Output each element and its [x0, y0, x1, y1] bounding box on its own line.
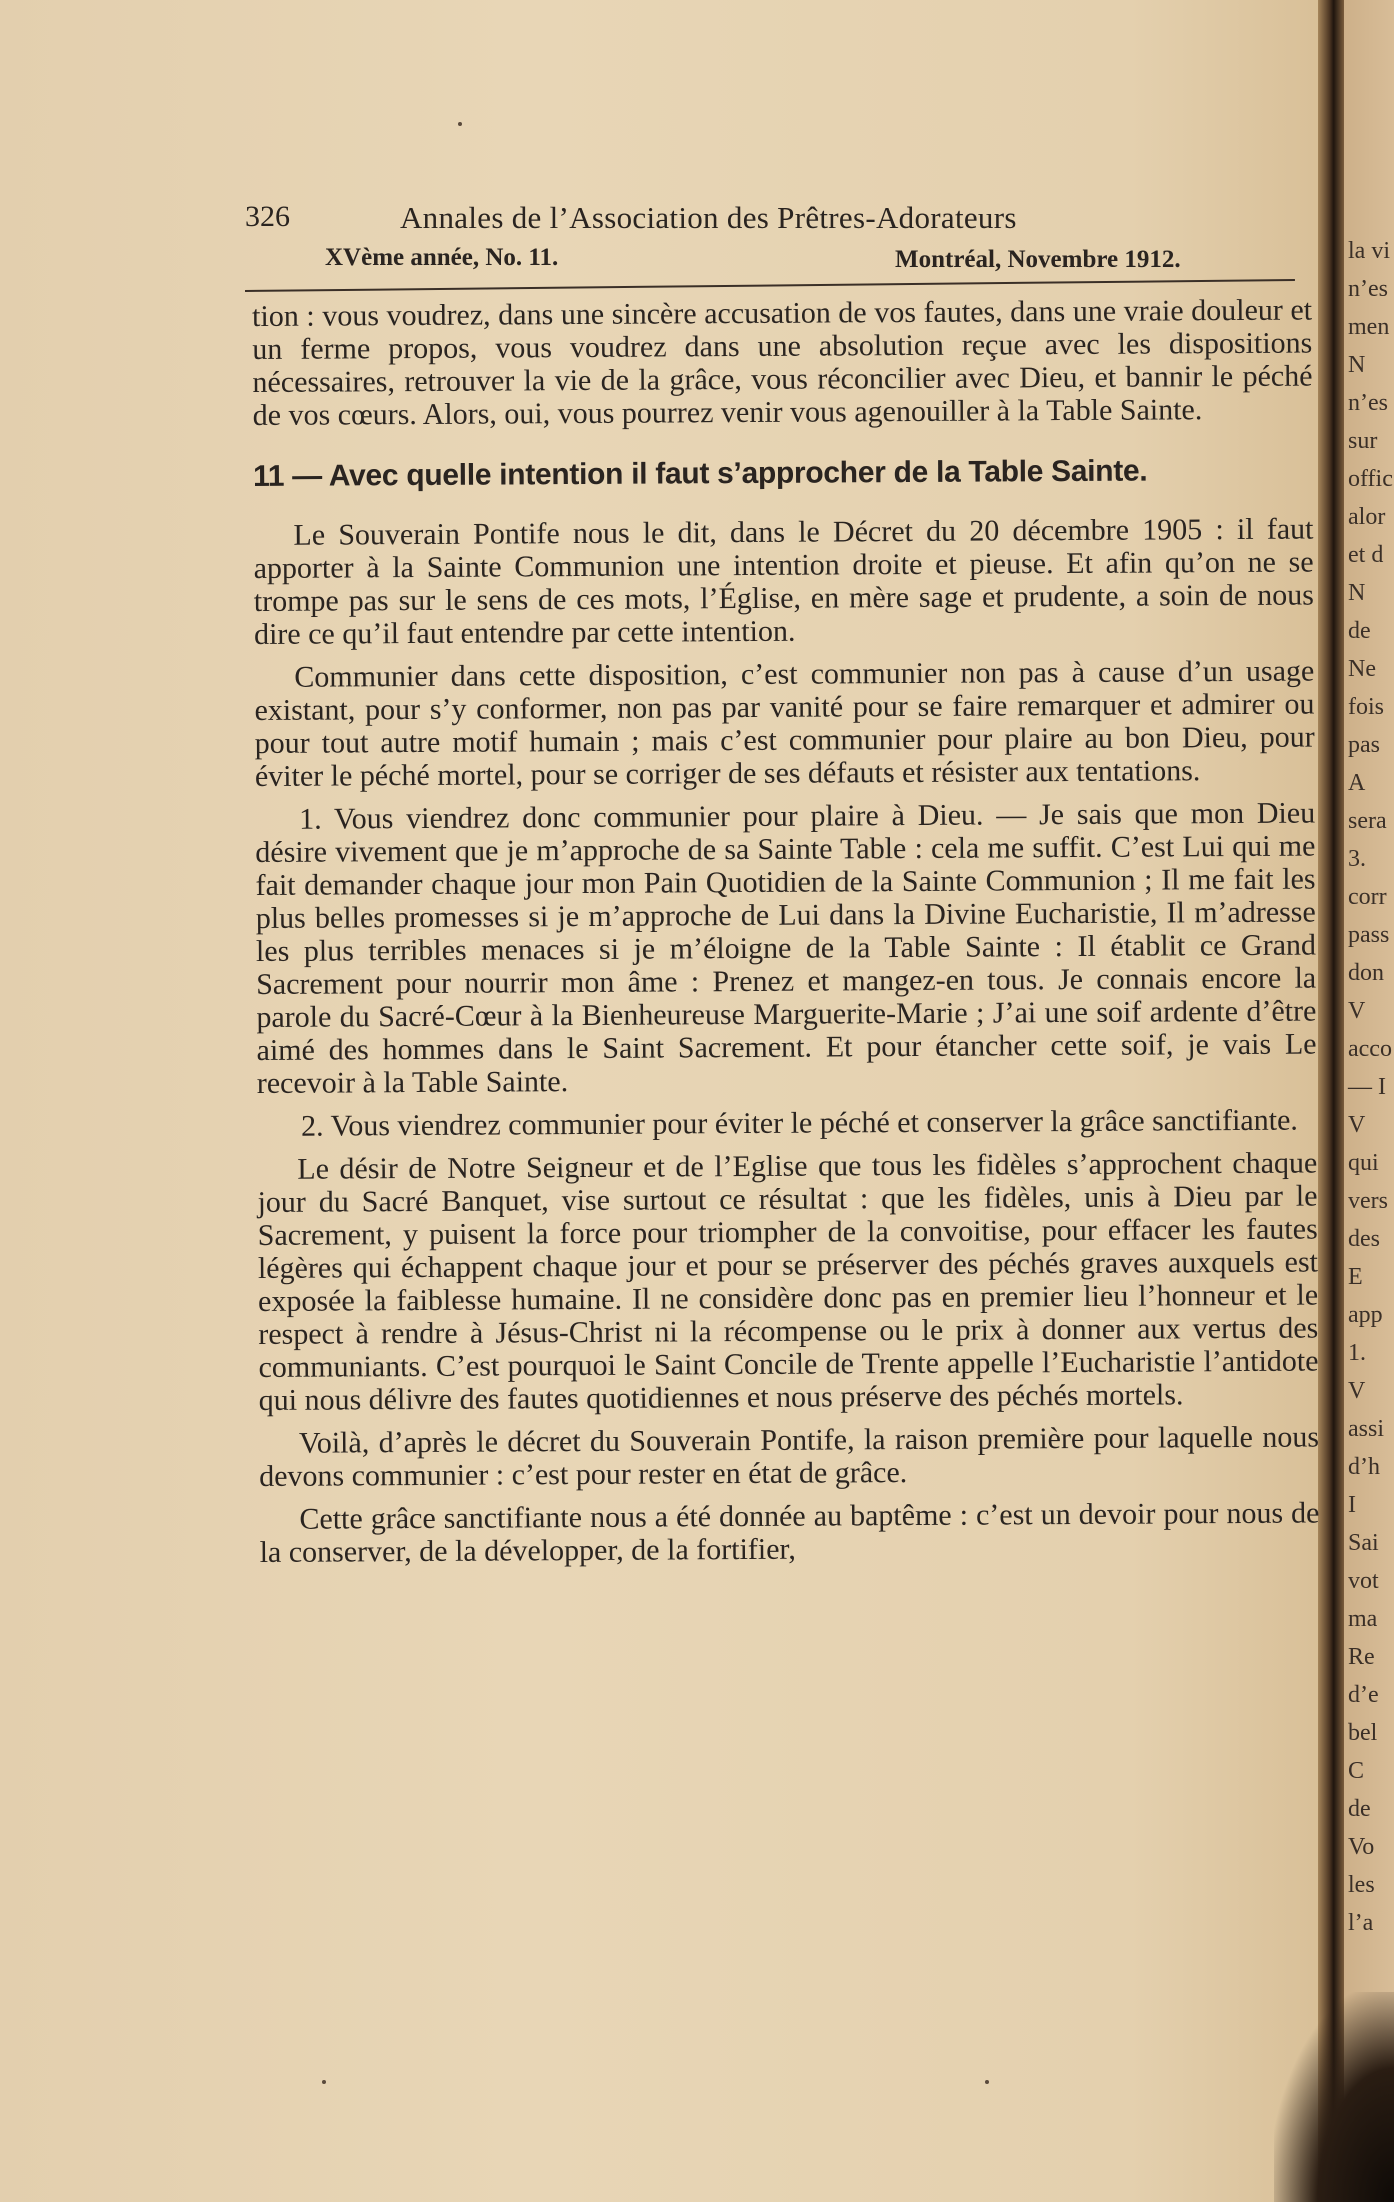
facing-page-fragment: Ne: [1348, 656, 1376, 682]
paragraph: Le désir de Notre Seigneur et de l’Eglise que tous les fidèles s’approchent chaque jour du Sacré Banquet, vise surtout ce résultat : que les fidèles, unis à Dieu par le Sacrement, y puisent la force pour triompher de la convoitise, pour effacer les fautes légères qui échappent chaque jour et pour se préserver des péchés graves auxquels est exposée la faiblesse humaine. Il ne considère donc pas en premier lieu l’honneur et le respect à rendre à Jésus-Christ ni la récompense ou le prix à donner aux vertus des communiants. C’est pourquoi le Saint Concile de Trente appelle l’Eucharistie l’antidote qui nous délivre des fautes quotidiennes et nous préserve des péchés mortels.: [257, 1146, 1319, 1417]
facing-page-fragment: Sai: [1348, 1530, 1379, 1556]
paragraph: Communier dans cette disposition, c’est communier non pas à cause d’un usage existant, pour s’y conformer, non pas par vanité pour se faire remarquer et admirer ou pour tout autre motif humain ; mais c’est communier pour plaire au bon Dieu, pour éviter le péché mortel, pour se corriger de ses défauts et résister aux tentations.: [254, 654, 1315, 793]
facing-page-fragment: men: [1348, 314, 1390, 340]
facing-page-fragment: — I: [1348, 1074, 1386, 1100]
facing-page-edge: [1344, 0, 1394, 2202]
facing-page-fragment: d’e: [1348, 1682, 1379, 1708]
facing-page-fragment: acco: [1348, 1036, 1392, 1062]
facing-page-fragment: E: [1348, 1264, 1363, 1290]
numbered-paragraph: 1. Vous viendrez donc communier pour plaire à Dieu. — Je sais que mon Dieu désire vivement que je m’approche de sa Sainte Table : cela me suffit. C’est Lui qui me fait demander chaque jour mon Pain Quotidien de la Sainte Communion ; Il me fait les plus belles promesses si je m’approche de Lui dans la Divine Eucharistie, Il m’adresse les plus terribles menaces si je m’éloigne de la Table Sainte : Il établit ce Grand Sacrement pour nourrir mon âme : Prenez et mangez-en tous. Je connais encore la parole du Sacré-Cœur à la Bienheureuse Marguerite-Marie ; J’ai une soif ardente d’être aimé des hommes dans le Saint Sacrement. Et pour étancher cette soif, je vais Le recevoir à la Table Sainte.: [255, 796, 1317, 1100]
facing-page-fragment: pas: [1348, 732, 1380, 758]
facing-page-fragment: don: [1348, 960, 1384, 986]
facing-page-fragment: la vi: [1348, 238, 1390, 264]
facing-page-fragment: sur: [1348, 428, 1378, 454]
facing-page-fragment: n’es: [1348, 276, 1388, 302]
facing-page-fragment: Re: [1348, 1644, 1375, 1670]
paragraph: Cette grâce sanctifiante nous a été donnée au baptême : c’est un devoir pour nous de la conserver, de la développer, de la fortifier,: [259, 1496, 1320, 1569]
facing-page-fragment: vers: [1348, 1188, 1388, 1214]
facing-page-fragment: N: [1348, 352, 1366, 378]
facing-page-fragment: n’es: [1348, 390, 1388, 416]
facing-page-fragment: de: [1348, 1796, 1371, 1822]
numbered-paragraph: 2. Vous viendrez communier pour éviter le péché et conserver la grâce sanctifiante.: [300, 1103, 1298, 1143]
date-line: Montréal, Novembre 1912.: [895, 246, 1181, 273]
facing-page-fragment: l’a: [1348, 1910, 1374, 1936]
facing-page-fragment: assi: [1348, 1416, 1384, 1442]
facing-page-fragment: V: [1348, 1378, 1366, 1404]
facing-page-fragment: alor: [1348, 504, 1386, 530]
section-heading: 11 — Avec quelle intention il faut s’approcher de la Table Sainte.: [252, 454, 1148, 493]
paper-speck: [985, 2080, 989, 2084]
paper-speck: [322, 2080, 326, 2084]
corner-shadow: [1274, 1992, 1394, 2202]
facing-page-fragment: fois: [1348, 694, 1384, 720]
facing-page-fragment: 3.: [1348, 846, 1366, 872]
facing-page-fragment: bel: [1348, 1720, 1378, 1746]
facing-page-fragment: Vo: [1348, 1834, 1375, 1860]
facing-page-fragment: N: [1348, 580, 1366, 606]
facing-page-fragment: les: [1348, 1872, 1375, 1898]
facing-page-fragment: vot: [1348, 1568, 1379, 1594]
facing-page-fragment: corr: [1348, 884, 1387, 910]
paragraph: tion : vous voudrez, dans une sincère accusation de vos fautes, dans une vraie douleur et un ferme propos, vous voudrez dans une absolution reçue avec les dispositions nécessaires, retrouver la vie de la grâce, vous réconcilier avec Dieu, et bannir le péché de vos cœurs. Alors, oui, vous pourrez venir vous agenouiller à la Table Sainte.: [252, 293, 1313, 432]
paper-speck: [458, 122, 462, 126]
facing-page-fragment: pass: [1348, 922, 1390, 948]
facing-page-fragment: V: [1348, 1112, 1366, 1138]
facing-page-fragment: C: [1348, 1758, 1365, 1784]
facing-page-fragment: sera: [1348, 808, 1387, 834]
facing-page-fragment: 1.: [1348, 1340, 1366, 1366]
facing-page-fragment: de: [1348, 618, 1371, 644]
paragraph: Voilà, d’après le décret du Souverain Pontife, la raison première pour laquelle nous devons communier : c’est pour rester en état de grâce.: [259, 1420, 1320, 1493]
running-title: Annales de l’Association des Prêtres-Adorateurs: [400, 200, 1017, 235]
facing-page-fragment: A: [1348, 770, 1366, 796]
issue-line: XVème année, No. 11.: [325, 244, 559, 271]
facing-page-fragment: des: [1348, 1226, 1380, 1252]
paragraph: Le Souverain Pontife nous le dit, dans le Décret du 20 décembre 1905 : il faut apporter à la Sainte Communion une intention droite et pieuse. Et afin qu’on ne se trompe pas sur le sens de ces mots, l’Église, en mère sage et prudente, a soin de nous dire ce qu’il faut entendre par cette intention.: [253, 512, 1314, 651]
facing-page-fragment: I: [1348, 1492, 1356, 1518]
page-number: 326: [245, 200, 290, 233]
facing-page-fragment: offic: [1348, 466, 1393, 492]
facing-page-fragment: app: [1348, 1302, 1383, 1328]
article-body: [252, 294, 1320, 1579]
book-gutter: [1318, 0, 1344, 2202]
facing-page-fragment: et d: [1348, 542, 1384, 568]
facing-page-fragment: d’h: [1348, 1454, 1380, 1480]
facing-page-fragment: ma: [1348, 1606, 1378, 1632]
facing-page-fragment: qui: [1348, 1150, 1379, 1176]
facing-page-fragment: V: [1348, 998, 1366, 1024]
